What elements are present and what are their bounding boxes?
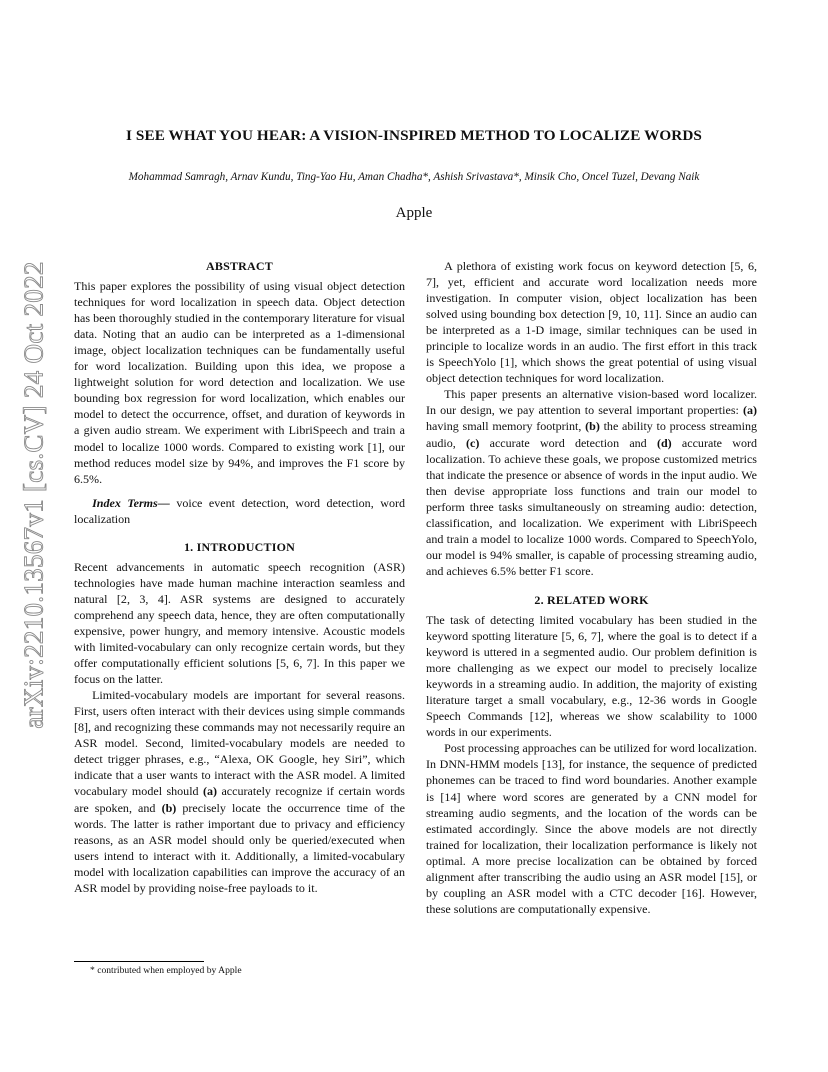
intro-paragraph-2 [74, 687, 405, 896]
intro-p2-part-3: precisely locate the occurrence time of the words. The latter is rather important due to privacy and efficiency reasons, as an ASR model should only be queried/executed when users intend to interact with it. Additionally, a limited-vocabulary model with localization capabilities can improve the accuracy of an ASR model by providing noise-free payloads to it. [74, 800, 405, 895]
right-p2-label-b: (b) [585, 419, 600, 434]
paper-title: I SEE WHAT YOU HEAR: A VISION-INSPIRED METHOD TO LOCALIZE WORDS [126, 127, 702, 144]
intro-paragraph-1: Recent advancements in automatic speech recognition (ASR) technologies have made human machine interaction seamless and natural [2, 3, 4]. ASR systems are designed to accurately comprehend any speech data, hence, they are often computationally expensive, power hungry, and memory intensive. Acoustic models with limited-vocabulary can only recognize certain words, but they offer computationally efficient solutions [5, 6, 7]. In this paper we focus on the latter. [74, 559, 405, 687]
abstract-text: This paper explores the possibility of using visual object detection techniques for word localization in speech data. Object detection has been thoroughly studied in the contemporary literature for visual data. Noting that an audio can be interpreted as a 1-dimensional image, object localization techniques can be fundamentally useful for word localization. Building upon this idea, we propose a lightweight solution for word detection and localization. We use bounding box regression for word localization, which enables our model to detect the occurrence, offset, and duration of keywords in a given audio stream. We experiment with LibriSpeech and train a model to localize 1000 words. Compared to existing work [1], our method reduces model size by 94%, and improves the F1 score by 6.5%. [74, 279, 405, 486]
right-p2-part-1: This paper presents an alternative vision-based word localizer. In our design, we pay attention to several important properties: [426, 387, 757, 418]
related-work-heading: 2. RELATED WORK [534, 592, 649, 607]
arxiv-watermark [16, 255, 52, 735]
introduction-heading: 1. INTRODUCTION [183, 539, 295, 554]
affiliation: Apple [395, 205, 433, 221]
right-paragraph-1: A plethora of existing work focus on keyword detection [5, 6, 7], yet, efficient and accurate word localization needs more investigation. In computer vision, object localization has been solved using bounding box detection [9, 10, 11]. Since an audio can be interpreted as a 1-D image, similar techniques can be used in principle to localize words in an audio. The first effort in this track is SpeechYolo [1], which shows the great potential of using visual object detection techniques for word localization. [426, 259, 757, 386]
footnote: * contributed when employed by Apple [90, 965, 242, 976]
right-p2-label-d: (d) [656, 435, 672, 450]
index-terms-label: Index Terms— [92, 495, 170, 510]
intro-p2-label-a: (a) [203, 784, 218, 799]
footnote-rule [74, 961, 204, 962]
left-column [74, 258, 405, 896]
index-terms-text: voice event detection, word detection, word localization [74, 495, 406, 526]
index-terms [74, 495, 405, 527]
right-paragraph-2 [426, 386, 757, 579]
intro-p2-part-1: Limited-vocabulary models are important for several reasons. First, users often interact with their devices using simple commands [8], and recognizing these commands may not necessarily require an ASR model. Second, limited-vocabulary models are needed to detect trigger phrases, e.g., “Alexa, OK Google, hey Siri”, which indicate that a user wants to interact with the ASR model. A limited vocabulary model should [74, 688, 405, 799]
right-p2-label-a: (a) [742, 403, 757, 418]
right-p2-part-4: accurate word detection and [479, 435, 657, 450]
right-p2-part-3: the ability to process streaming audio, [426, 419, 757, 450]
intro-p2-part-2: accurately recognize if certain words are spoken, and [74, 784, 405, 815]
right-p2-part-2: having small memory footprint, [426, 419, 586, 434]
related-paragraph-2: Post processing approaches can be utilized for word localization. In DNN-HMM models [13], for instance, the sequence of predicted phonemes can be traced to find word boundaries. Another example is [14] where word scores are generated by a CNN model for streaming audio segments, and the location of the words can be estimated accordingly. Since the above models are not directly trained for localization, their localization performance is likely not optimal. A more precise localization can be obtained by forced alignment after transcribing the audio using an ASR model [15], or by coupling an ASR model with a CTC decoder [16]. However, these solutions are computationally expensive. [426, 741, 757, 916]
abstract-heading: ABSTRACT [206, 259, 273, 273]
right-column [426, 258, 757, 917]
right-p2-part-5: accurate word localization. To achieve these goals, we propose customized metrics that indicate the presence or absence of words in the input audio. We then devise appropriate loss functions and train our model to perform three tasks simultaneously on streaming audio: detection, classification, and localization. We experiment with LibriSpeech and train a model to localize 1000 words. Compared to SpeechYolo, our model is 94% smaller, is capable of processing streaming audio, and achieves 6.5% better F1 score. [426, 435, 757, 578]
right-p2-label-c: (c) [466, 435, 480, 450]
intro-p2-label-b: (b) [161, 800, 177, 815]
arxiv-watermark-text: arXiv:2210.13567v1 [cs.CV] 24 Oct 2022 [18, 261, 49, 729]
related-paragraph-1: The task of detecting limited vocabulary has been studied in the keyword spotting literature [5, 6, 7], where the goal is to detect if a keyword is uttered in a segmented audio. Our problem definition is more challenging as we expect our model to precisely localize keywords in a streaming audio. In addition, the majority of existing literature target a small vocabulary, e.g., 12-36 words in Google Speech Commands [12], whereas we show scalability to 1000 words in our experiments. [426, 612, 757, 740]
author-list: Mohammad Samragh, Arnav Kundu, Ting-Yao Hu, Aman Chadha*, Ashish Srivastava*, Minsik Cho, Oncel Tuzel, Devang Naik [128, 171, 700, 183]
